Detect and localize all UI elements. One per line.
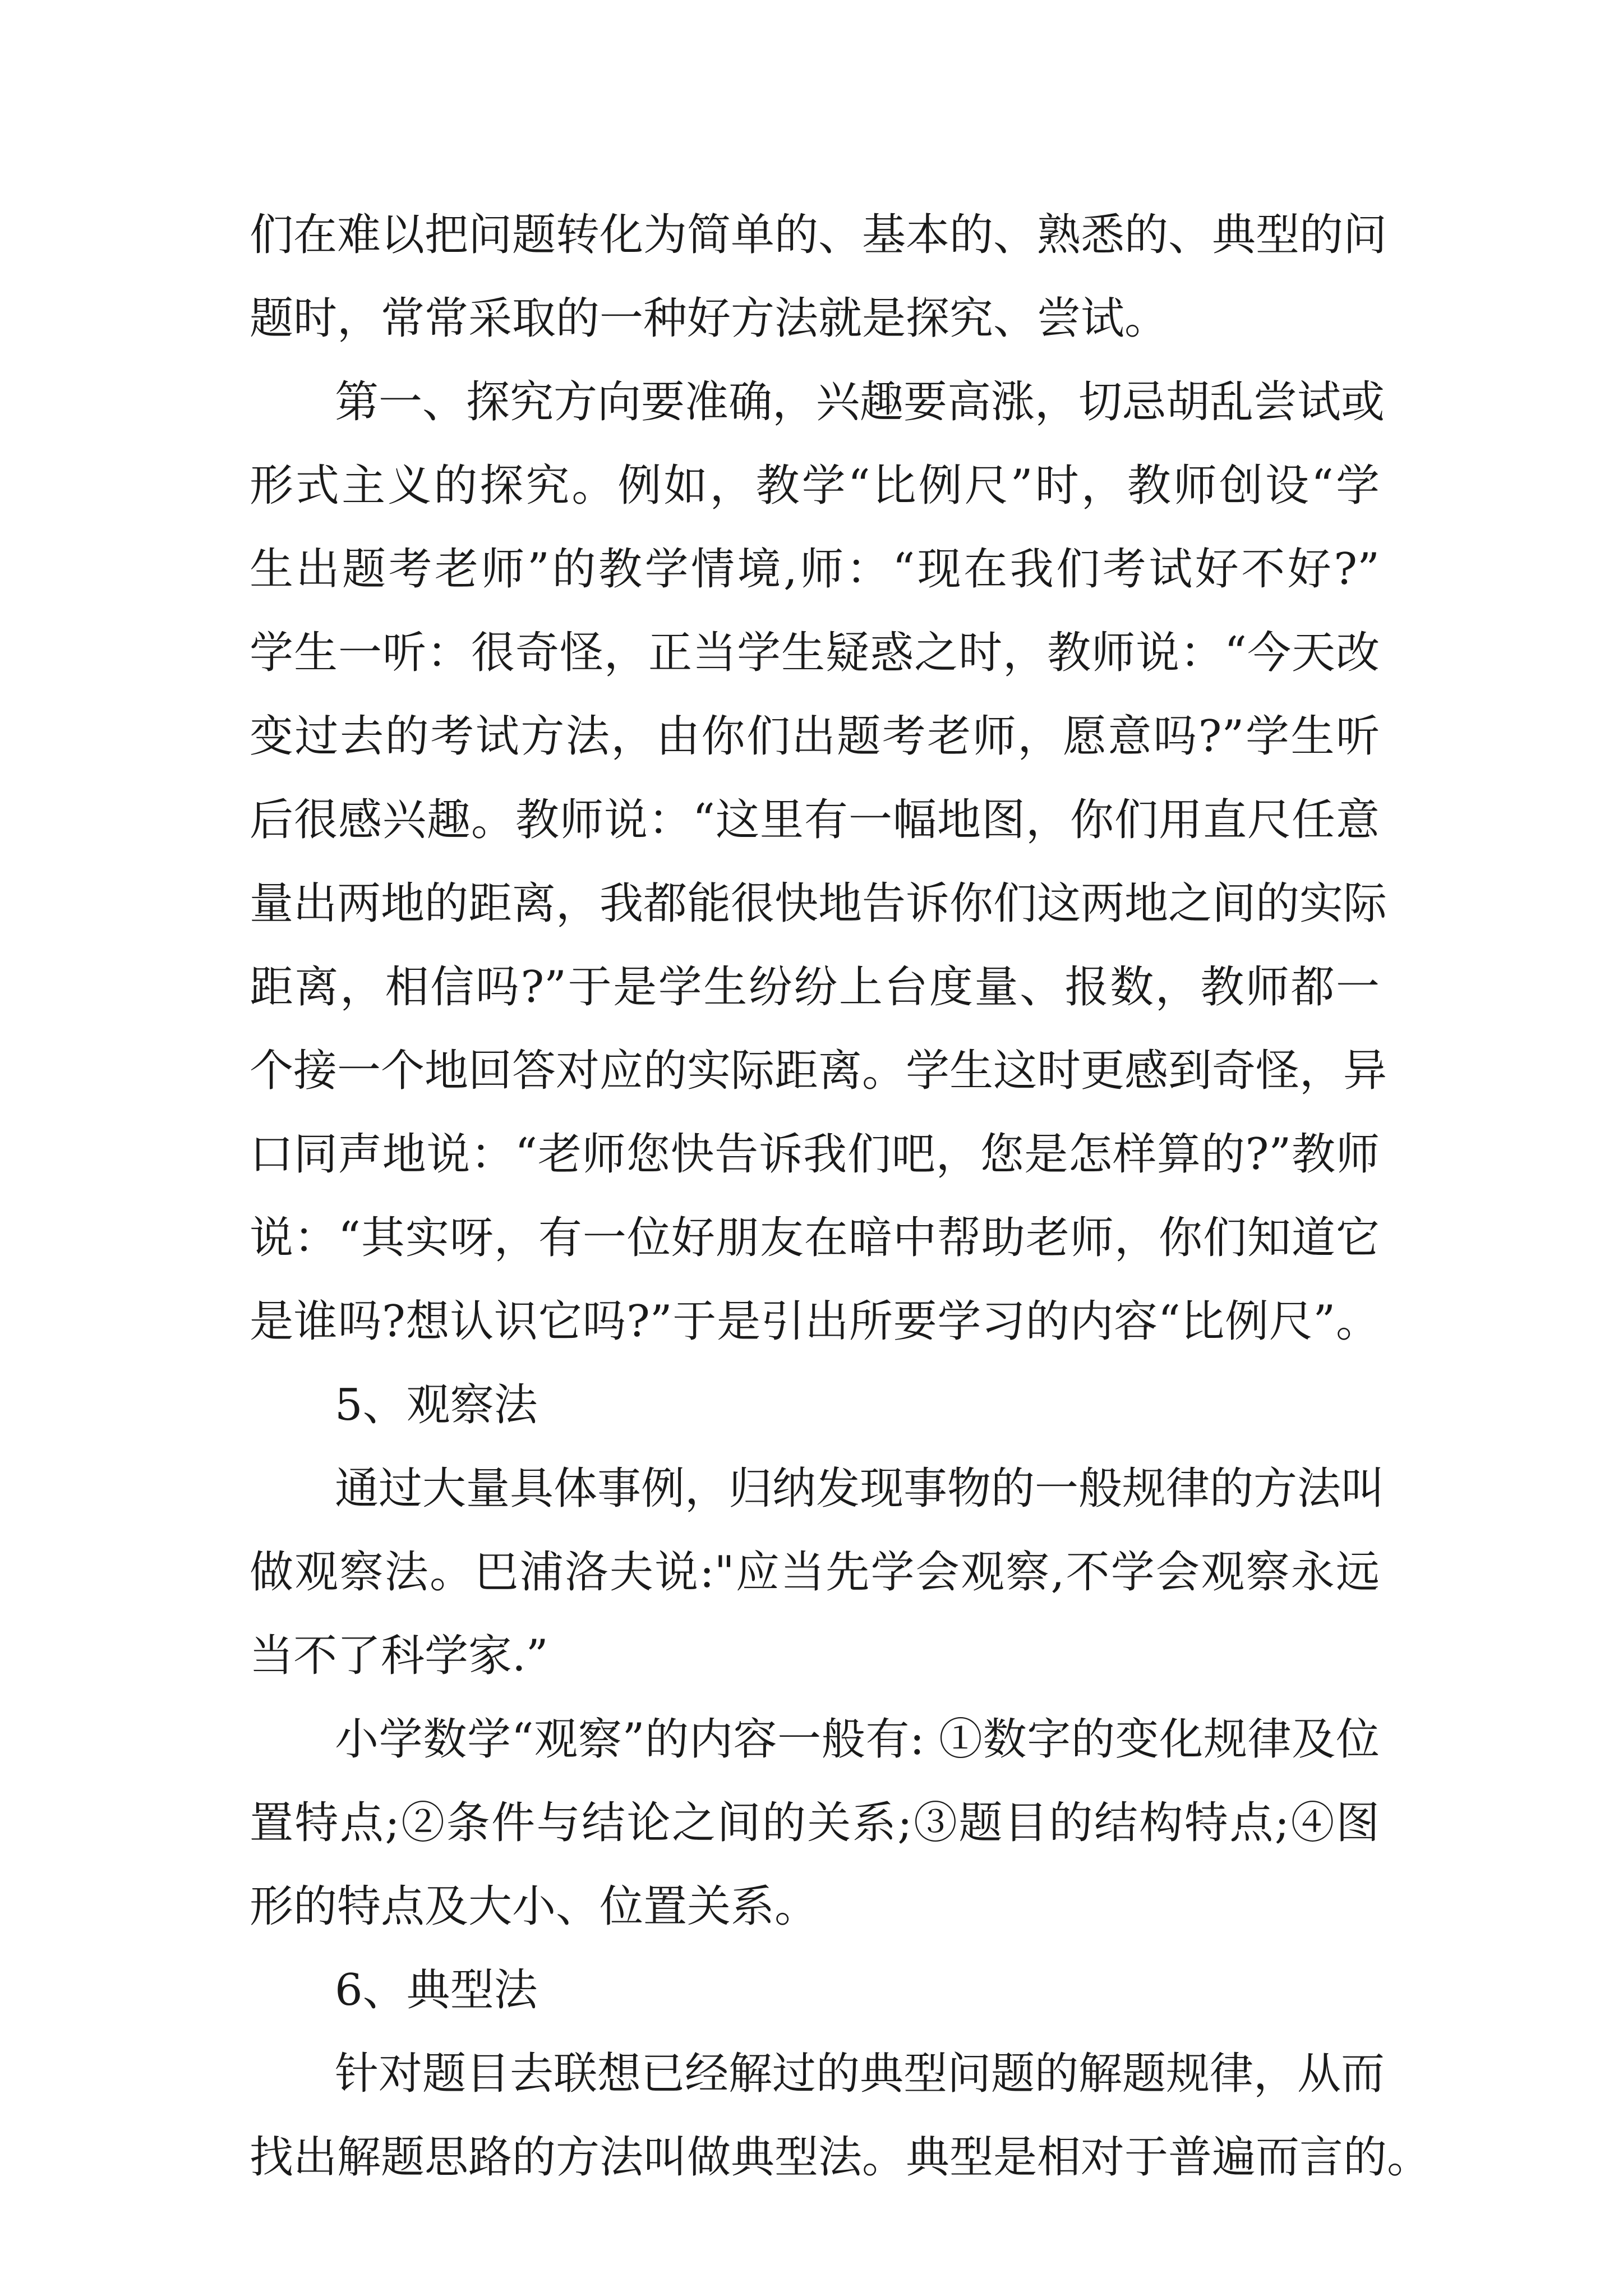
text-line: 第一、探究方向要准确，兴趣要高涨，切忌胡乱尝试或: [335, 377, 1385, 427]
text-line: 找出解题思路的方法叫做典型法。典型是相对于普遍而言的。: [250, 2132, 1431, 2183]
text-line: 说：“其实呀，有一位好朋友在暗中帮助老师，你们知道它: [250, 1213, 1380, 1263]
text-line: 题时，常常采取的一种好方法就是探究、尝试。: [250, 293, 1169, 344]
text-line: 变过去的考试方法，由你们出题考老师，愿意吗?”学生听: [250, 711, 1380, 762]
text-line: 学生一听：很奇怪，正当学生疑惑之时，教师说：“今天改: [250, 628, 1380, 678]
section-heading: 5、观察法: [335, 1380, 538, 1430]
text-line: 通过大量具体事例，归纳发现事物的一般规律的方法叫: [335, 1464, 1385, 1514]
text-line: 个接一个地回答对应的实际距离。学生这时更感到奇怪，异: [250, 1046, 1387, 1096]
text-line: 当不了科学家.”: [250, 1631, 548, 1681]
text-line: 形的特点及大小、位置关系。: [250, 1881, 819, 1932]
document-body: [250, 209, 1431, 2215]
text-line: 小学数学“观察”的内容一般有: ①数字的变化规律及位: [335, 1714, 1380, 1765]
text-line: 生出题考老师”的教学情境,师：“现在我们考试好不好?”: [250, 544, 1380, 595]
section-heading: 6、典型法: [335, 1965, 538, 2016]
text-line: 们在难以把问题转化为简单的、基本的、熟悉的、典型的问: [250, 210, 1387, 260]
text-line: 口同声地说：“老师您快告诉我们吧，您是怎样算的?”教师: [250, 1129, 1380, 1180]
text-line: 形式主义的探究。例如，教学“比例尺”时，教师创设“学: [250, 461, 1380, 511]
text-line: 后很感兴趣。教师说：“这里有一幅地图，你们用直尺任意: [250, 795, 1380, 845]
text-line: 量出两地的距离，我都能很快地告诉你们这两地之间的实际: [250, 878, 1387, 929]
text-line: 距离，相信吗?”于是学生纷纷上台度量、报数，教师都一: [250, 962, 1380, 1013]
text-line: 置特点;②条件与结论之间的关系;③题目的结构特点;④图: [250, 1798, 1380, 1848]
text-line: 是谁吗?想认识它吗?”于是引出所要学习的内容“比例尺”。: [250, 1296, 1380, 1347]
text-line: 做观察法。巴浦洛夫说:"应当先学会观察,不学会观察永远: [250, 1547, 1380, 1598]
text-line: 针对题目去联想已经解过的典型问题的解题规律，从而: [335, 2049, 1385, 2099]
